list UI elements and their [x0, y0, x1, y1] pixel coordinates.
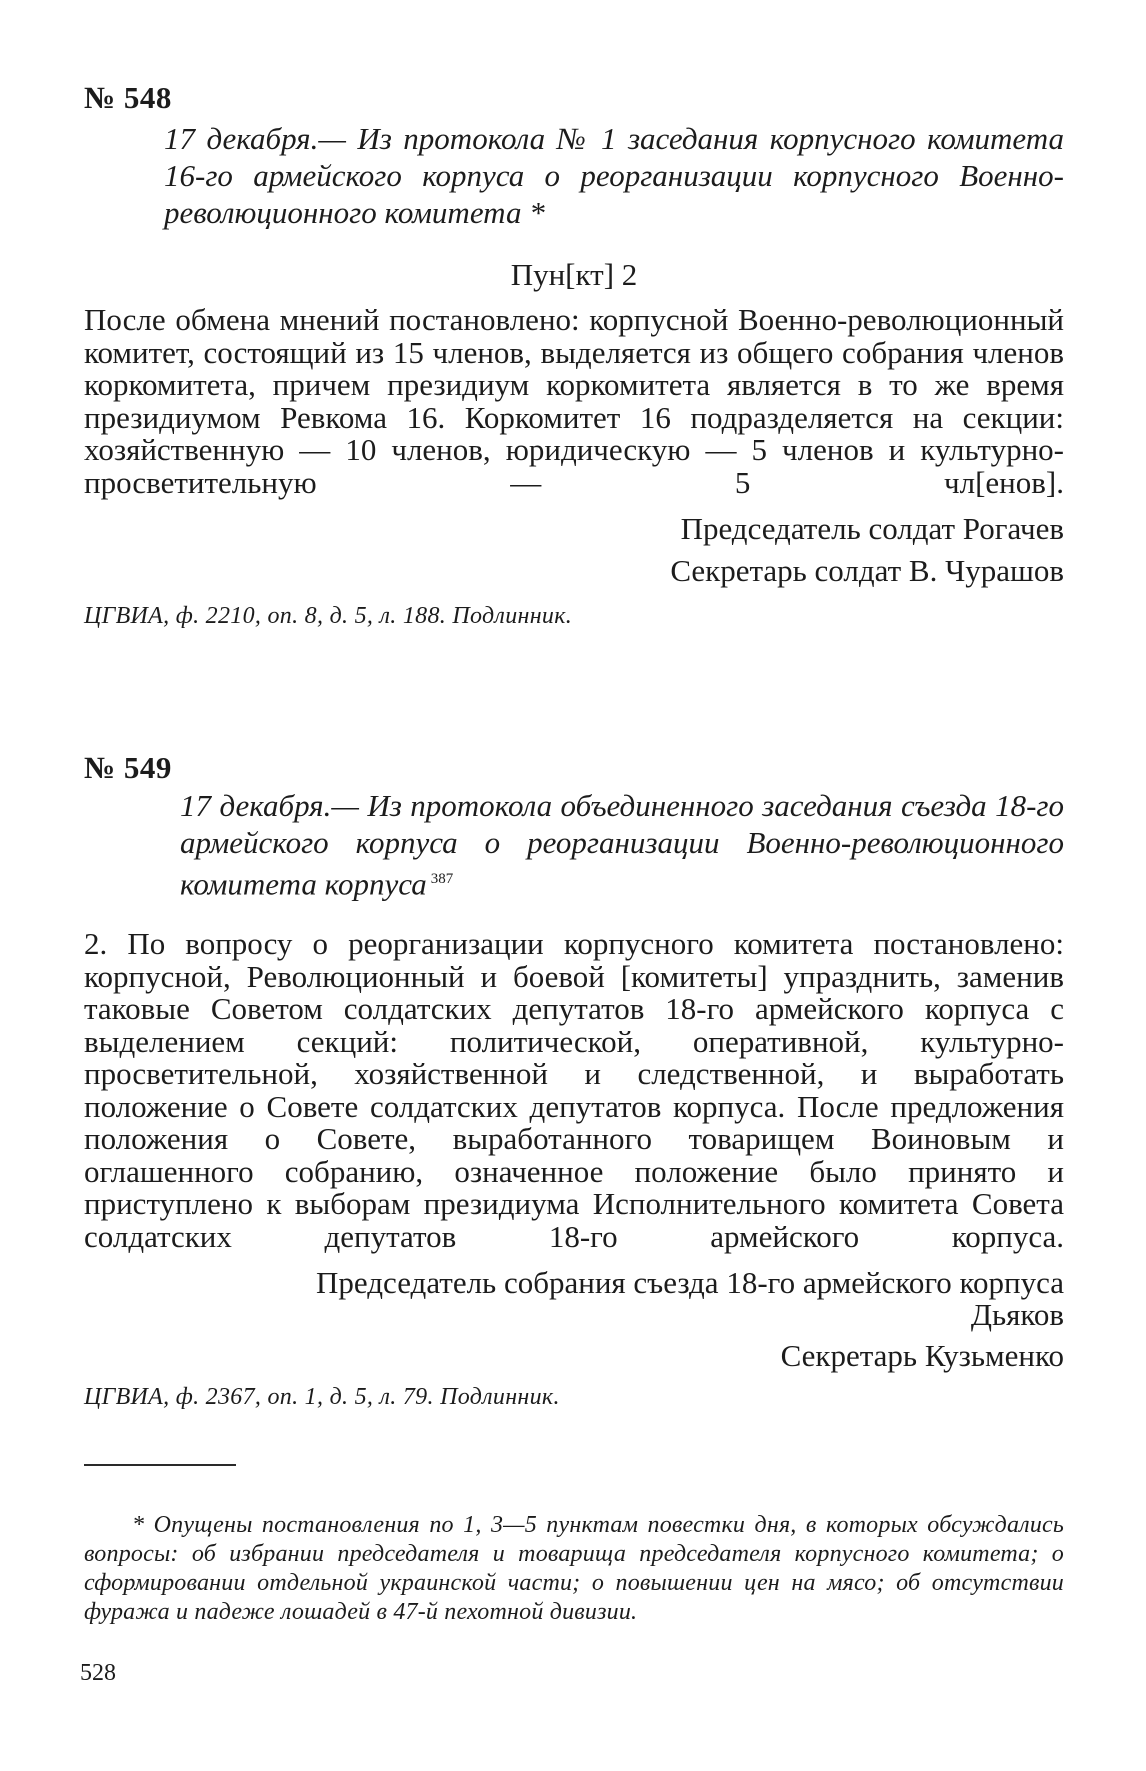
page-number: 528 — [80, 1660, 116, 1686]
document-549-number: № 549 — [84, 750, 172, 785]
document-549-chairman: Председатель собрания съезда 18-го армейского корпуса — [316, 1265, 1064, 1300]
document-549-note-ref: 387 — [430, 871, 454, 887]
document-549-heading-text: 17 декабря.— Из протокола объединенного заседания съезда 18-го армейского корпуса о реорганизации Военно-революционного комитета корпуса — [180, 788, 1064, 902]
document-549-secretary: Секретарь Кузьменко — [780, 1338, 1064, 1373]
document-549-body: 2. По вопросу о реорганизации корпусного комитета постановлено: корпусной, Революционный и боевой [комитеты] упразднить, заменив таковые Советом солдатских депутатов 18-го армейского корпуса с выделением секций: политической, оперативной, культурно-просветительной, хозяйственной и следственной, и выработать положение о Совете солдатских депутатов корпуса. После предложения положения о Совете, выработанного товарищем Воиновым и оглашенного собранию, означенное положение было принято и приступлено к выборам президиума Исполнительного комитета Совета солдатских депутатов 18-го армейского корпуса. — [84, 926, 1064, 1254]
document-548-heading: 17 декабря.— Из протокола № 1 заседания корпусного комитета 16-го армейского корпуса о реорганизации корпусного Военно-революционного комитета * — [164, 121, 1064, 230]
document-549-source: ЦГВИА, ф. 2367, оп. 1, д. 5, л. 79. Подлинник. — [84, 1384, 560, 1410]
footnote: * Опущены постановления по 1, 3—5 пунктам повестки дня, в которых обсуждались вопросы: об избрании председателя и товарища председателя корпусного комитета; о сформировании отдельной украинской части; о повышении цен на мясо; об отсутствии фуража и падеже лошадей в 47-й пехотной дивизии. — [84, 1512, 1064, 1625]
document-548-body: После обмена мнений постановлено: корпусной Военно-революционный комитет, состоящий из 15 членов, выделяется из общего собрания членов коркомитета, причем президиум коркомитета является в то же время президиумом Ревкома 16. Коркомитет 16 подразделяется на секции: хозяйственную — 10 членов, юридическую — 5 членов и культурно-просветительную — 5 чл[енов]. — [84, 302, 1064, 500]
document-548-secretary: Секретарь солдат В. Чурашов — [670, 553, 1064, 588]
document-548-number: № 548 — [84, 80, 172, 115]
document-549-chairman-name: Дьяков — [970, 1297, 1064, 1332]
document-548-point: Пун[кт] 2 — [510, 257, 638, 292]
document-548-chairman: Председатель солдат Рогачев — [680, 511, 1064, 546]
document-548-source: ЦГВИА, ф. 2210, оп. 8, д. 5, л. 188. Подлинник. — [84, 603, 573, 629]
footnote-divider — [84, 1464, 236, 1466]
document-549-heading — [180, 787, 1064, 902]
